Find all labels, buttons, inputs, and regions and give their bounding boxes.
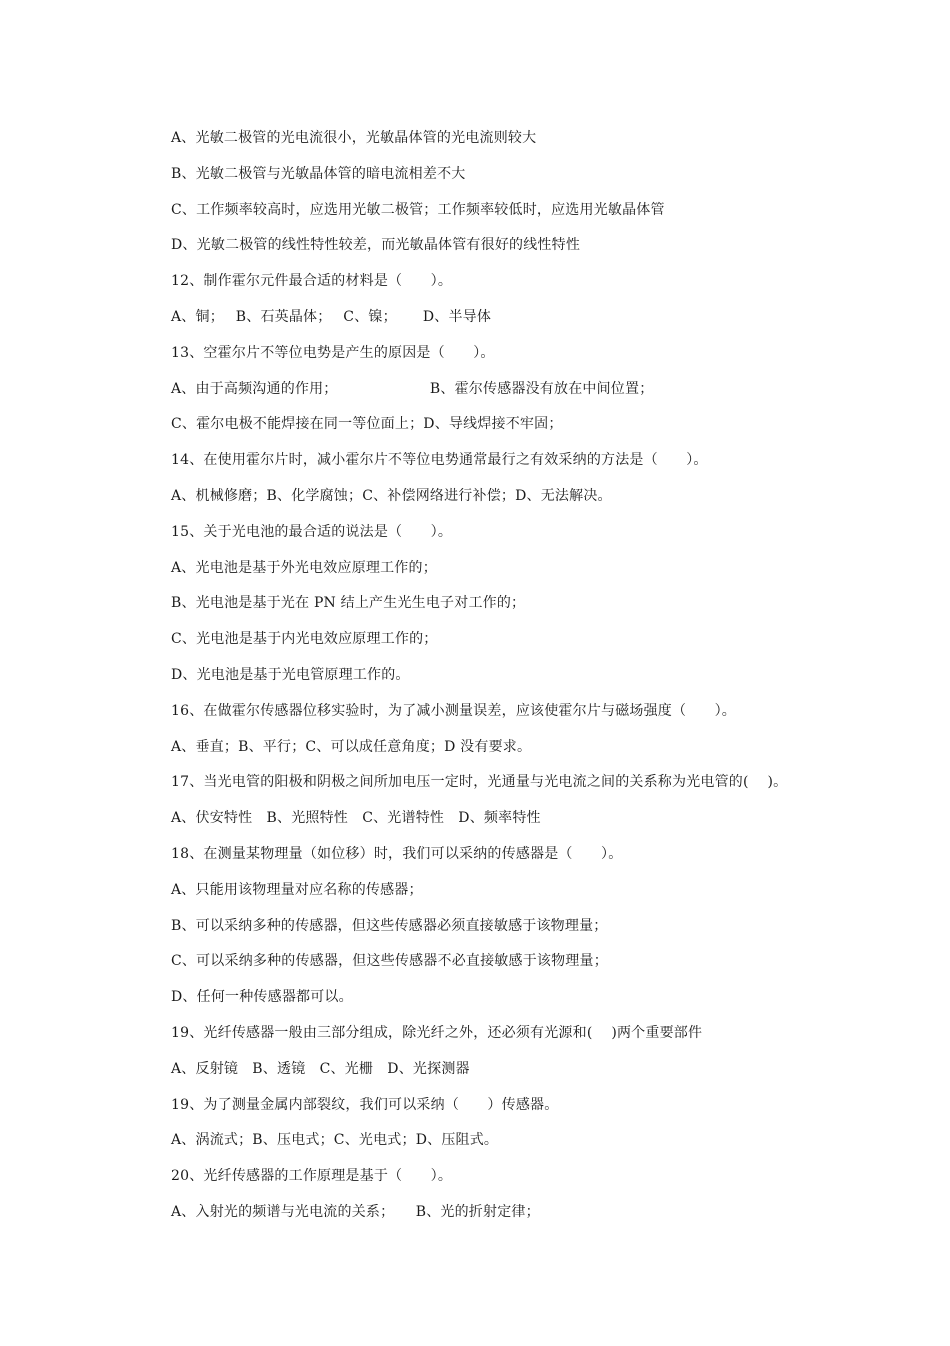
option-line: B、光敏二极管与光敏晶体管的暗电流相差不大 [171, 165, 466, 182]
option-line: A、涡流式；B、压电式；C、光电式；D、压阻式。 [171, 1132, 499, 1149]
option-line: B、可以采纳多种的传感器，但这些传感器必须直接敏感于该物理量； [171, 917, 608, 934]
option-line: A、机械修磨；B、化学腐蚀；C、补偿网络进行补偿；D、无法解决。 [171, 487, 612, 504]
question-line: 19、为了测量金属内部裂纹，我们可以采纳（ ）传感器。 [171, 1096, 559, 1113]
document-body [171, 125, 871, 1235]
option-line: A、伏安特性 B、光照特性 C、光谱特性 D、频率特性 [171, 810, 541, 827]
option-line: B、光电池是基于光在 PN 结上产生光生电子对工作的； [171, 595, 526, 612]
option-line: D、任何一种传感器都可以。 [171, 989, 353, 1006]
option-line: D、光敏二极管的线性特性较差，而光敏晶体管有很好的线性特性 [171, 237, 581, 254]
question-line: 16、在做霍尔传感器位移实验时，为了减小测量误差，应该使霍尔片与磁场强度（ ）。 [171, 702, 737, 719]
question-line: 17、当光电管的阳极和阴极之间所加电压一定时，光通量与光电流之间的关系称为光电管的( )。 [171, 774, 788, 791]
option-line: C、霍尔电极不能焊接在同一等位面上；D、导线焊接不牢固； [171, 416, 563, 433]
option-line: A、入射光的频谱与光电流的关系； B、光的折射定律； [171, 1203, 540, 1220]
question-line: 12、制作霍尔元件最合适的材料是（ ）。 [171, 273, 453, 290]
option-line: A、光敏二极管的光电流很小，光敏晶体管的光电流则较大 [171, 130, 537, 146]
question-line: 19、光纤传感器一般由三部分组成，除光纤之外，还必须有光源和( )两个重要部件 [171, 1024, 703, 1041]
option-line: A、只能用该物理量对应名称的传感器； [171, 881, 423, 898]
question-line: 20、光纤传感器的工作原理是基于（ ）。 [171, 1168, 453, 1185]
question-line: 18、在测量某物理量（如位移）时，我们可以采纳的传感器是（ ）。 [171, 845, 623, 862]
option-line: A、由于高频沟通的作用； B、霍尔传感器没有放在中间位置； [171, 380, 654, 397]
option-line: A、铜； B、石英晶体； C、镍； D、半导体 [171, 308, 492, 325]
option-line: A、光电池是基于外光电效应原理工作的； [171, 559, 437, 576]
option-line: D、光电池是基于光电管原理工作的。 [171, 666, 410, 683]
option-line: A、反射镜 B、透镜 C、光栅 D、光探测器 [171, 1060, 470, 1077]
question-line: 14、在使用霍尔片时，减小霍尔片不等位电势通常最行之有效采纳的方法是（ ）。 [171, 452, 708, 469]
option-line: C、工作频率较高时，应选用光敏二极管；工作频率较低时，应选用光敏晶体管 [171, 201, 665, 218]
option-line: A、垂直；B、平行；C、可以成任意角度；D 没有要求。 [171, 738, 532, 755]
question-line: 15、关于光电池的最合适的说法是（ ）。 [171, 523, 453, 540]
option-line: C、光电池是基于内光电效应原理工作的； [171, 631, 438, 648]
question-line: 13、空霍尔片不等位电势是产生的原因是（ ）。 [171, 344, 495, 361]
option-line: C、可以采纳多种的传感器，但这些传感器不必直接敏感于该物理量； [171, 953, 608, 970]
